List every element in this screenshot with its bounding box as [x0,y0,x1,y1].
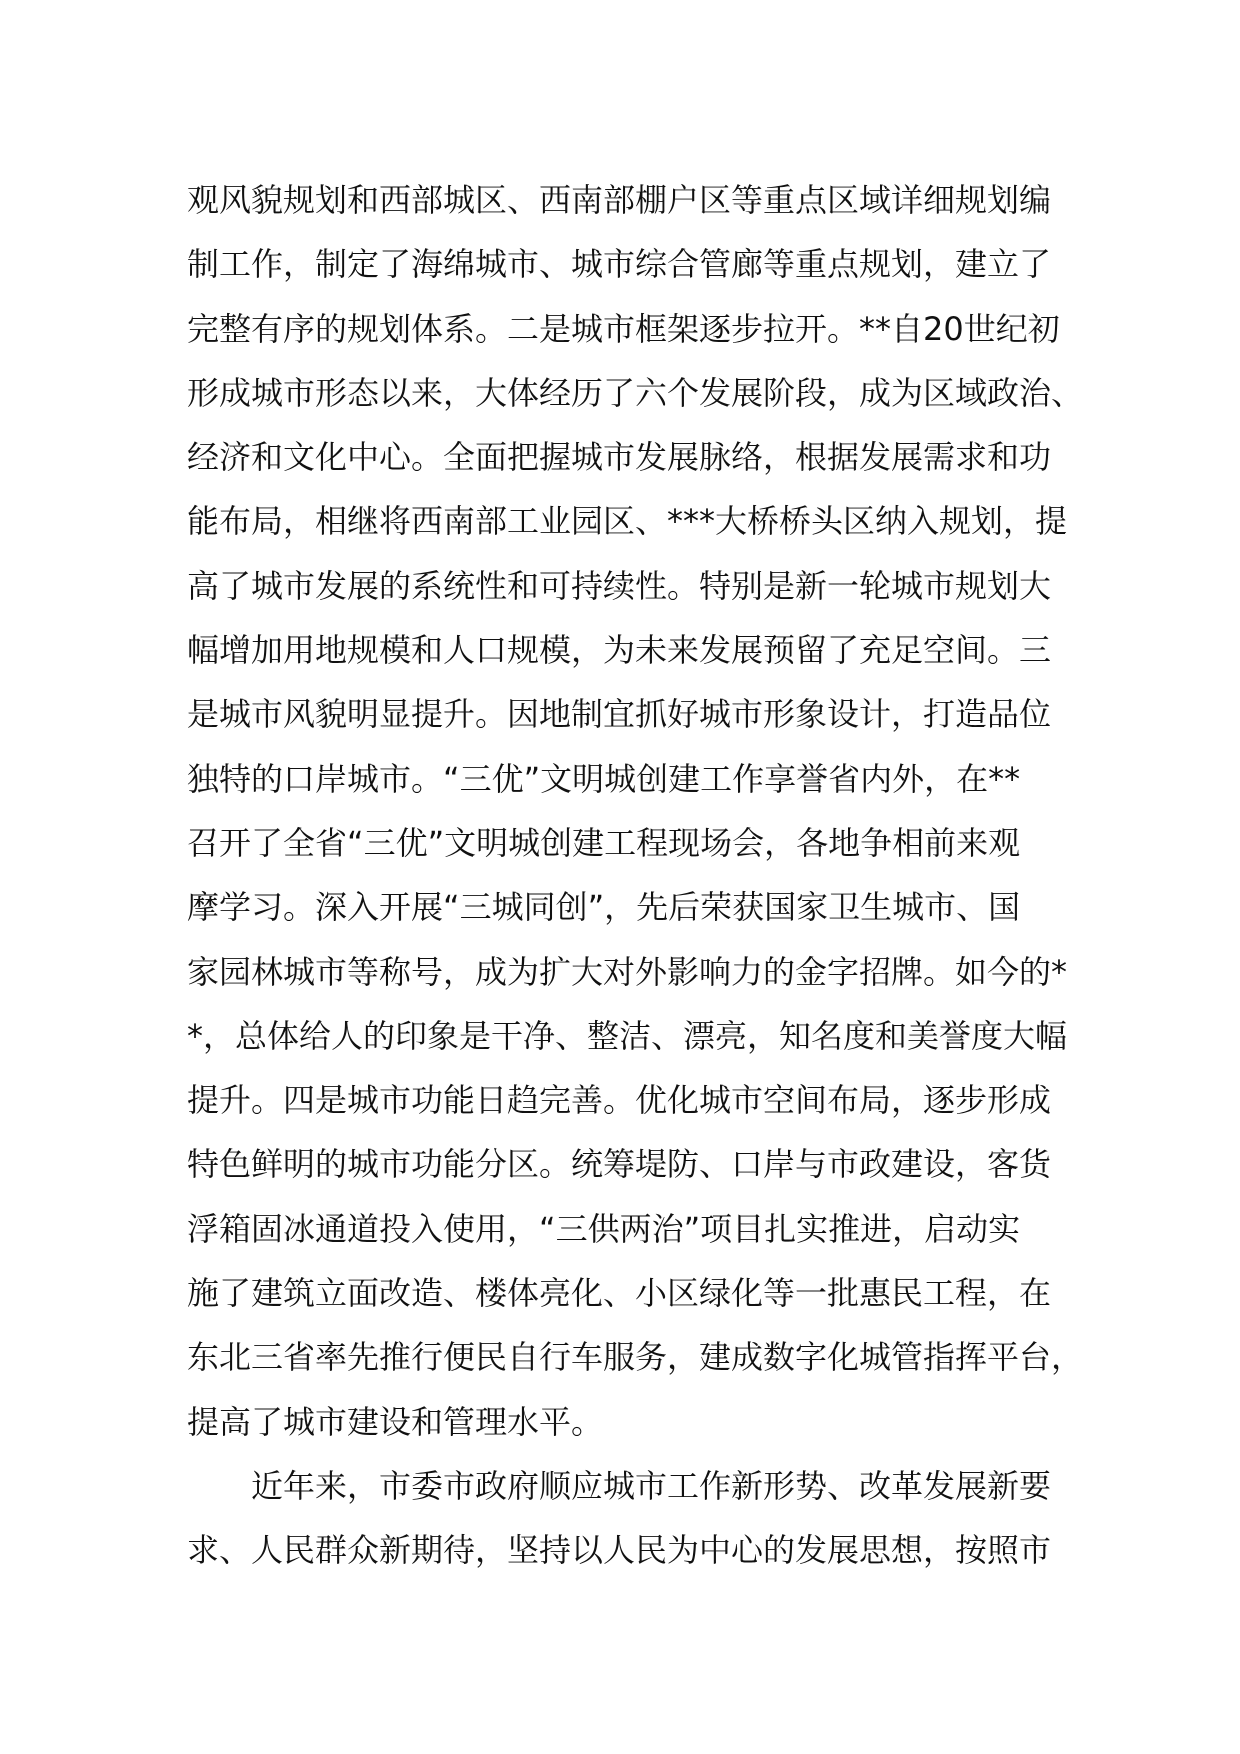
text-line: 能布局，相继将西南部工业园区、***大桥桥头区纳入规划，提 [187,502,1068,541]
text-line: 经济和文化中心。全面把握城市发展脉络，根据发展需求和功 [187,438,1052,477]
text-line: 是城市风貌明显提升。因地制宜抓好城市形象设计，打造品位 [187,695,1052,734]
text-line: 完整有序的规划体系。二是城市框架逐步拉开。**自20世纪初 [187,309,1060,348]
text-line: *，总体给人的印象是干净、整洁、漂亮，知名度和美誉度大幅 [187,1016,1068,1055]
text-line: 求、人民群众新期待，坚持以人民为中心的发展思想，按照市 [187,1531,1052,1570]
text-line: 提高了城市建设和管理水平。 [187,1402,604,1441]
text-line: 摩学习。深入开展“三城同创”，先后荣获国家卫生城市、国 [187,888,1021,927]
text-line: 独特的口岸城市。“三优”文明城创建工作享誉省内外，在** [187,759,1021,798]
text-line: 浮箱固冰通道投入使用，“三供两治”项目扎实推进，启动实 [187,1209,1021,1248]
text-line: 近年来，市委市政府顺应城市工作新形势、改革发展新要 [251,1466,1052,1505]
text-line: 施了建筑立面改造、楼体亮化、小区绿化等一批惠民工程，在 [187,1274,1052,1313]
paragraph-2 [187,1454,1087,1583]
text-line: 幅增加用地规模和人口规模，为未来发展预留了充足空间。三 [187,631,1052,670]
text-line: 高了城市发展的系统性和可持续性。特别是新一轮城市规划大 [187,566,1052,605]
text-line: 形成城市形态以来，大体经历了六个发展阶段，成为区域政治、 [187,373,1084,412]
document-body [187,168,1087,1583]
text-line: 家园林城市等称号，成为扩大对外影响力的金字招牌。如今的* [187,952,1068,991]
text-line: 提升。四是城市功能日趋完善。优化城市空间布局，逐步形成 [187,1081,1052,1120]
text-line: 东北三省率先推行便民自行车服务，建成数字化城管指挥平台， [187,1338,1084,1377]
text-line: 特色鲜明的城市功能分区。统筹堤防、口岸与市政建设，客货 [187,1145,1052,1184]
text-line: 制工作，制定了海绵城市、城市综合管廊等重点规划，建立了 [187,245,1052,284]
text-line: 召开了全省“三优”文明城创建工程现场会，各地争相前来观 [187,823,1021,862]
text-line: 观风貌规划和西部城区、西南部棚户区等重点区域详细规划编 [187,181,1052,219]
paragraph-1 [187,168,1087,1454]
